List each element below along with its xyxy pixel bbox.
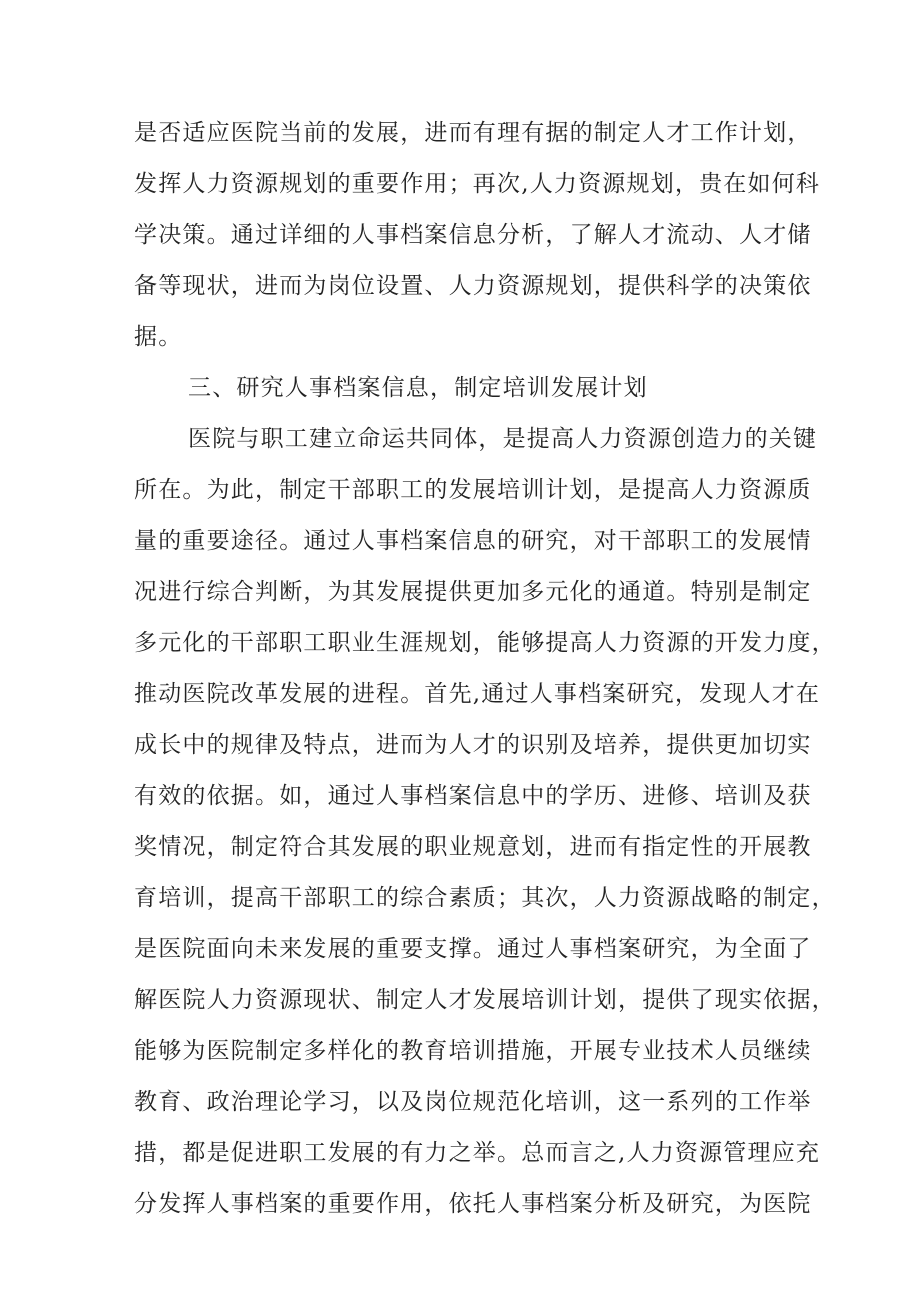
text-line: 能够为医院制定多样化的教育培训措施，开展专业技术人员继续 <box>134 1038 812 1064</box>
text-line: 推动医院改革发展的进程。首先,通过人事档案研究，发现人才在 <box>134 681 821 707</box>
indented-text-line: 医院与职工建立命运共同体，是提高人力资源创造力的关键 <box>188 426 818 452</box>
text-line: 多元化的干部职工职业生涯规划，能够提高人力资源的开发力度， <box>134 630 836 656</box>
text-line: 据。 <box>134 324 183 350</box>
text-line: 有效的依据。如，通过人事档案信息中的学历、进修、培训及获 <box>134 783 812 809</box>
text-line: 奖情况，制定符合其发展的职业规意划，进而有指定性的开展教 <box>134 834 812 860</box>
text-line: 育培训，提高干部职工的综合素质；其次，人力资源战略的制定， <box>134 885 836 911</box>
text-line: 教育、政治理论学习，以及岗位规范化培训，这一系列的工作举 <box>134 1089 812 1115</box>
text-line: 是医院面向未来发展的重要支撑。通过人事档案研究，为全面了 <box>134 936 812 962</box>
document-body-text <box>134 108 836 1230</box>
indented-text-line: 三、研究人事档案信息，制定培训发展计划 <box>188 375 648 401</box>
text-line: 措，都是促进职工发展的有力之举。总而言之,人力资源管理应充 <box>134 1140 821 1166</box>
text-line: 学决策。通过详细的人事档案信息分析，了解人才流动、人才储 <box>134 222 812 248</box>
text-line: 是否适应医院当前的发展，进而有理有据的制定人才工作计划， <box>134 120 812 146</box>
text-line: 备等现状，进而为岗位设置、人力资源规划，提供科学的决策依 <box>134 273 812 299</box>
text-line: 所在。为此，制定干部职工的发展培训计划，是提高人力资源质 <box>134 477 812 503</box>
text-line: 况进行综合判断，为其发展提供更加多元化的通道。特别是制定 <box>134 579 812 605</box>
text-line: 发挥人力资源规划的重要作用；再次,人力资源规划，贵在如何科 <box>134 171 821 197</box>
text-line: 解医院人力资源现状、制定人才发展培训计划，提供了现实依据， <box>134 987 836 1013</box>
text-line: 成长中的规律及特点，进而为人才的识别及培养，提供更加切实 <box>134 732 812 758</box>
text-line: 分发挥人事档案的重要作用，依托人事档案分析及研究，为医院 <box>134 1191 812 1217</box>
text-line: 量的重要途径。通过人事档案信息的研究，对干部职工的发展情 <box>134 528 812 554</box>
